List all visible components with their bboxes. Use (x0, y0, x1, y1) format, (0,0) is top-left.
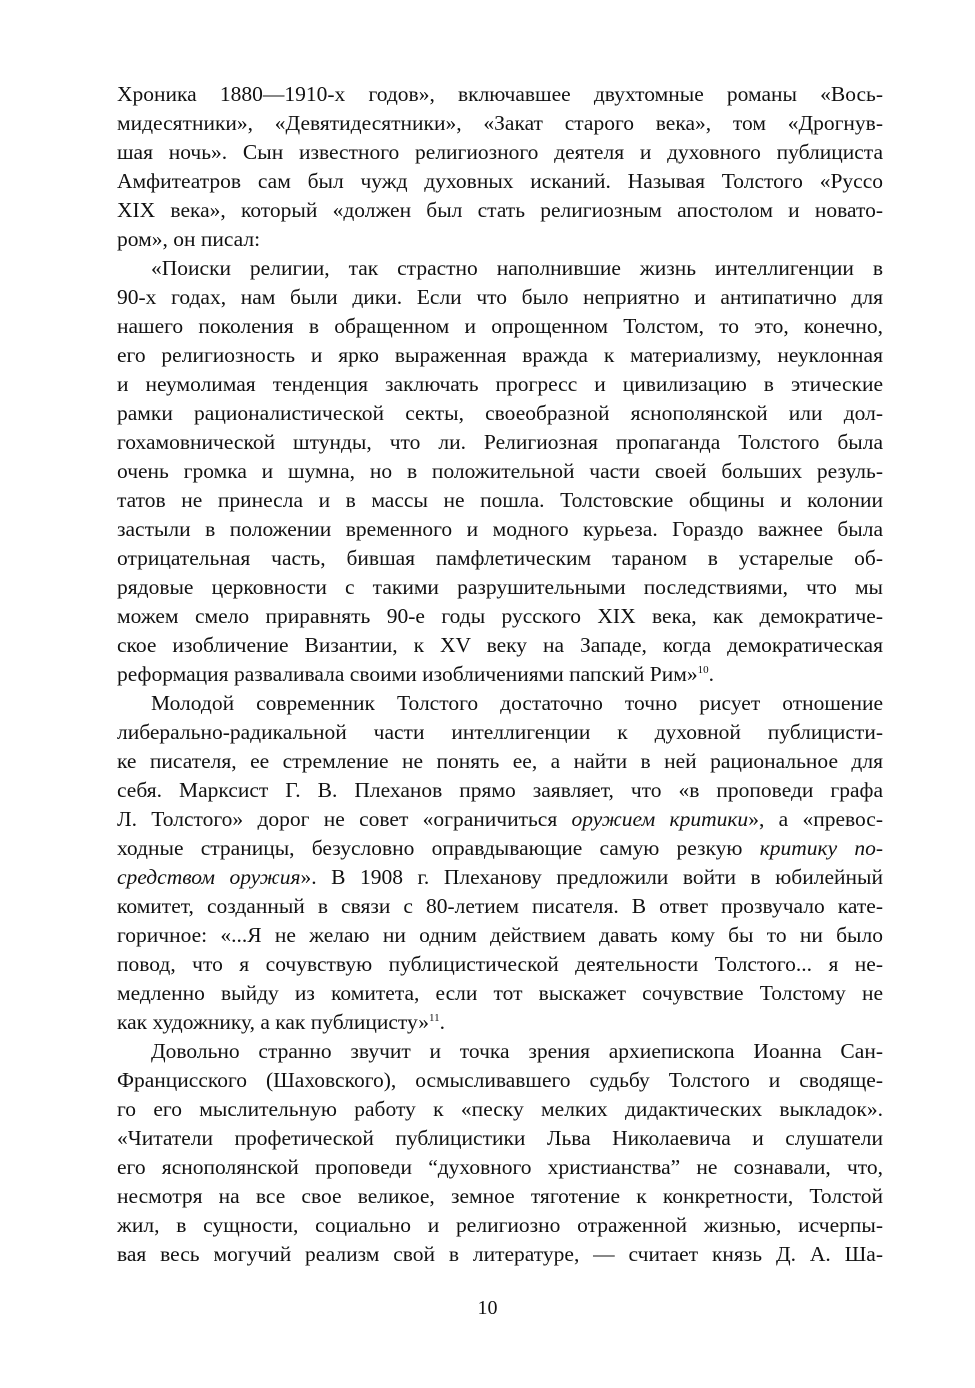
paragraph-2 (117, 254, 883, 689)
text-run: либерально-радикальной части интеллигенции к духовной публицисти- (117, 720, 883, 744)
text-line (117, 1153, 883, 1182)
text-line (117, 834, 883, 863)
text-line (117, 776, 883, 805)
text-run: мидесятники», «Девятидесятники», «Закат старого века», том «Дрогнув- (117, 111, 883, 135)
text-line (117, 1211, 883, 1240)
text-run: го его мыслительную работу к «песку мелких дидактических выкладок». (117, 1097, 883, 1121)
text-run: ходные страницы, безусловно оправдывающие самую резкую (117, 836, 760, 860)
text-line (117, 515, 883, 544)
text-line (117, 283, 883, 312)
paragraph-3 (117, 689, 883, 1037)
text-run: горичное: «...Я не желаю ни одним действием давать кому бы то ни было (117, 923, 883, 947)
text-run: себя. Марксист Г. В. Плеханов прямо заявляет, что «в проповеди графа (117, 778, 883, 802)
footnote-marker-10: 10 (697, 663, 709, 676)
text-run: 90-х годах, нам были дики. Если что было неприятно и антипатично для (117, 285, 883, 309)
text-run: его яснополянской проповеди “духовного христианства” не сознавали, что, (117, 1155, 883, 1179)
text-run: «Читатели профетической публицистики Льва Николаевича и слушатели (117, 1126, 883, 1150)
text-run: Амфитеатров сам был чужд духовных исканий. Называя Толстого «Руссо (117, 169, 883, 193)
text-run: Францисского (Шаховского), осмысливавшего судьбу Толстого и сводяще- (117, 1068, 883, 1092)
text-line (117, 225, 883, 254)
text-line (117, 979, 883, 1008)
text-run: XIX века», который «должен был стать религиозным апостолом и новато- (117, 198, 883, 222)
text-run: «Поиски религии, так страстно наполнившие жизнь интеллигенции в (151, 256, 883, 280)
text-line (117, 254, 883, 283)
text-line (117, 1037, 883, 1066)
text-run: нашего поколения в обращенном и опрощенном Толстом, то это, конечно, (117, 314, 883, 338)
text-line (117, 921, 883, 950)
text-line (117, 660, 883, 689)
text-run: несмотря на все свое великое, земное тяготение к конкретности, Толстой (117, 1184, 883, 1208)
text-line (117, 689, 883, 718)
text-line (117, 631, 883, 660)
body-text (117, 80, 883, 1269)
text-line (117, 80, 883, 109)
text-run: ке писателя, ее стремление не понять ее, а найти в ней рациональное для (117, 749, 883, 773)
text-run: ское изобличение Византии, к XV веку на Западе, когда демократическая (117, 633, 883, 657)
text-line (117, 486, 883, 515)
text-line (117, 312, 883, 341)
text-line (117, 950, 883, 979)
text-run: . (708, 662, 714, 686)
italic-text: критику по- (759, 836, 883, 860)
text-line (117, 1240, 883, 1269)
text-line (117, 892, 883, 921)
text-line (117, 1124, 883, 1153)
text-line (117, 747, 883, 776)
text-run: реформация разваливала своими изобличениями папский Рим» (117, 662, 698, 686)
text-line (117, 1008, 883, 1037)
text-run: Хроника 1880—1910-х годов», включавшее двухтомные романы «Вось- (117, 82, 883, 106)
footnote-marker-11: 11 (429, 1011, 440, 1024)
text-run: ». В 1908 г. Плеханову предложили войти в юбилейный (300, 865, 883, 889)
paragraph-4 (117, 1037, 883, 1269)
text-run: . (439, 1010, 446, 1034)
text-line (117, 428, 883, 457)
text-run: шая ночь». Сын известного религиозного деятеля и духовного публициста (117, 140, 883, 164)
italic-text: оружием критики (571, 807, 749, 831)
text-run: вая весь могучий реализм свой в литературе, — считает князь Д. А. Ша- (117, 1242, 883, 1266)
text-line (117, 1182, 883, 1211)
text-line (117, 370, 883, 399)
text-run: повод, что я сочувствую публицистической деятельности Толстого... я не- (117, 952, 883, 976)
text-run: ром», он писал: (117, 227, 261, 251)
text-line (117, 544, 883, 573)
text-run: Молодой современник Толстого достаточно точно рисует отношение (151, 691, 883, 715)
text-run: комитет, созданный в связи с 80-летием писателя. В ответ прозвучало кате- (117, 894, 883, 918)
text-run: очень громка и шумна, но в положительной части своей больших резуль- (117, 459, 883, 483)
paragraph-1 (117, 80, 883, 254)
page-number: 10 (477, 1297, 498, 1319)
text-run: », а «превос- (748, 807, 883, 831)
text-run: жил, в сущности, социально и религиозно отраженной жизнью, исчерпы- (117, 1213, 883, 1237)
text-line (117, 399, 883, 428)
text-line (117, 457, 883, 486)
text-run: отрицательная часть, бившая памфлетическим тараном в устарелые об- (117, 546, 883, 570)
text-line (117, 196, 883, 225)
text-run: рядовые церковности с такими разрушительными последствиями, что мы (117, 575, 883, 599)
text-run: гохамовнической штунды, что ли. Религиозная пропаганда Толстого была (117, 430, 883, 454)
text-line (117, 341, 883, 370)
text-run: рамки рационалистической секты, своеобразной яснополянской или дол- (117, 401, 883, 425)
text-run: его религиозность и ярко выраженная вражда к материализму, неуклонная (117, 343, 883, 367)
text-line (117, 718, 883, 747)
text-run: Довольно странно звучит и точка зрения архиепископа Иоанна Сан- (151, 1039, 883, 1063)
text-line (117, 1066, 883, 1095)
text-run: можем смело приравнять 90-е годы русского XIX века, как демократиче- (117, 604, 883, 628)
text-line (117, 1095, 883, 1124)
text-run: застыли в положении временного и модного курьеза. Гораздо важнее была (117, 517, 883, 541)
text-line (117, 602, 883, 631)
text-run: как художнику, а как публицисту» (117, 1010, 430, 1034)
text-line (117, 863, 883, 892)
text-line (117, 167, 883, 196)
text-line (117, 573, 883, 602)
text-line (117, 805, 883, 834)
text-run: татов не принесла и в массы не пошла. Толстовские общины и колонии (117, 488, 883, 512)
text-run: медленно выйду из комитета, если тот выскажет сочувствие Толстому не (117, 981, 883, 1005)
italic-text: средством оружия (117, 865, 301, 889)
text-line (117, 138, 883, 167)
text-run: Л. Толстого» дорог не совет «ограничиться (117, 807, 572, 831)
text-run: и неумолимая тенденция заключать прогресс и цивилизацию в этические (117, 372, 883, 396)
text-line (117, 109, 883, 138)
